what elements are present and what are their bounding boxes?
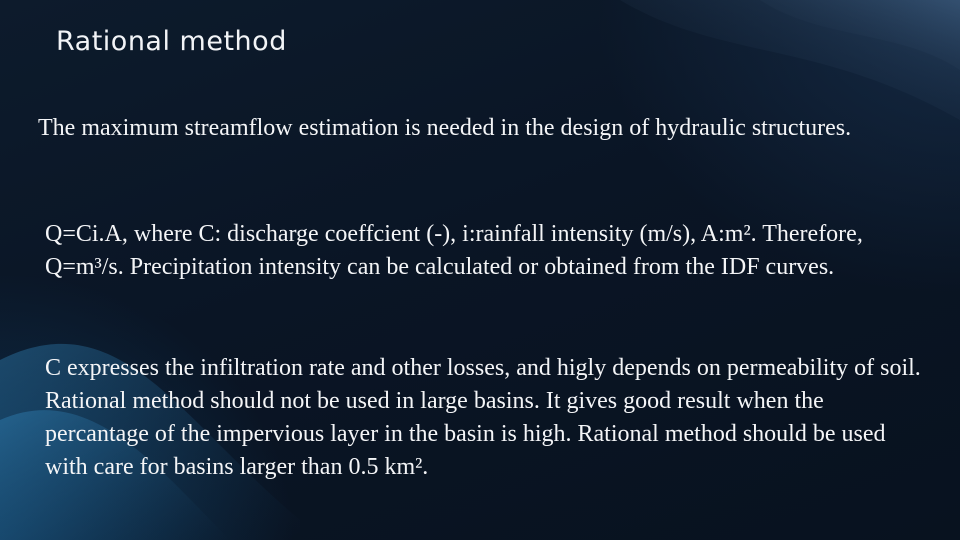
paragraph-coefficient: C expresses the infiltration rate and other losses, and higly depends on permeability of soil. Rational method should not be used in large basins. It gives good result when the percantage of the impervious layer in the basin is high. Rational method should be used with care for basins larger than 0.5 km².	[45, 355, 921, 480]
paragraph-formula: Q=Ci.A, where C: discharge coeffcient (-), i:rainfall intensity (m/s), A:m². Therefore, Q=m³/s. Precipitation intensity can be calculated or obtained from the IDF curves.	[45, 221, 863, 280]
paragraph-intro: The maximum streamflow estimation is needed in the design of hydraulic structures.	[38, 115, 852, 141]
slide-title: Rational method	[56, 26, 287, 57]
